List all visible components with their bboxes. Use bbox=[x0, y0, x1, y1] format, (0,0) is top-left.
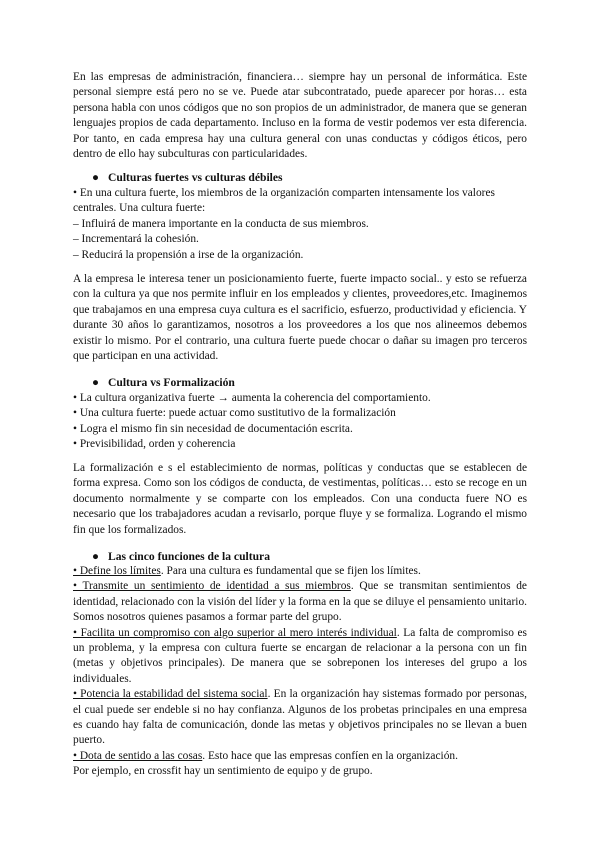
section-title: Culturas fuertes vs culturas débiles bbox=[108, 171, 283, 184]
section-heading-cultures bbox=[92, 170, 283, 185]
function-text: . Esto hace que las empresas confíen en la organización. bbox=[202, 749, 458, 762]
function-text: . La falta de compromiso es un problema, y la empresa con cultura fuerte se encargan de relacionar a la persona con un fin (metas y objetivos principales). De manera que se sobreponen los intereses del grupo a los individuales. bbox=[73, 626, 527, 685]
function-title: • Potencia la estabilidad del sistema social bbox=[73, 688, 268, 701]
closing-line: Por ejemplo, en crossfit hay un sentimiento de equipo y de grupo. bbox=[73, 765, 373, 778]
section-functions-list bbox=[73, 564, 527, 780]
bullet-icon: ● bbox=[92, 550, 100, 563]
list-line: • Una cultura fuerte: puede actuar como sustitutivo de la formalización bbox=[73, 407, 396, 420]
section-heading-formalization bbox=[92, 375, 235, 390]
section-formalization-list bbox=[73, 391, 527, 453]
function-item bbox=[73, 626, 527, 688]
function-item bbox=[73, 687, 527, 749]
section-title: Las cinco funciones de la cultura bbox=[108, 550, 270, 563]
bullet-icon: ● bbox=[92, 171, 100, 184]
function-text: . Que se transmitan sentimientos de identidad, relacionado con la visión del líder y la forma en la que se diluye el pensamiento unitario. Somos nosotros quienes pasamos a formar parte del grupo. bbox=[73, 580, 527, 624]
section-heading-functions bbox=[92, 549, 270, 564]
list-line: centrales. Una cultura fuerte: bbox=[73, 202, 206, 215]
function-title: • Facilita un compromiso con algo superior al mero interés individual bbox=[73, 626, 397, 639]
list-line: • En una cultura fuerte, los miembros de la organización comparten intensamente los valores bbox=[73, 187, 495, 199]
function-title: • Define los límites bbox=[73, 565, 161, 577]
function-title: • Transmite un sentimiento de identidad a sus miembros bbox=[73, 580, 351, 593]
bullet-icon: ● bbox=[92, 376, 100, 389]
function-title: • Dota de sentido a las cosas bbox=[73, 749, 203, 762]
paragraph-positioning bbox=[73, 272, 527, 364]
intro-text: En las empresas de administración, financiera… siempre hay un personal de informática. Este personal siempre está pero no se ve. Puede atar subcontratado, puede aparecer por horas… esta persona habla con unos códigos que no son propios de un administrador, de manera que se generan lenguajes propios de cada departamento. Incluso en la forma de vestir podemos ver esta diferencia. Por tanto, en cada empresa hay una cultura general con unas conductas y códigos éticos, pero dentro de ello hay subculturas con particularidades. bbox=[73, 71, 527, 161]
list-line: – Incrementará la cohesión. bbox=[73, 233, 199, 246]
paragraph-text: A la empresa le interesa tener un posicionamiento fuerte, fuerte impacto social.. y esto se refuerza con la cultura ya que nos permite influir en los empleados y clientes, proveedores,etc. Imaginemos que trabajamos en una empresa cuya cultura es el sacrificio, esfuerzo, productividad y eficiencia. Y durante 30 años lo garantizamos, nosotros a los proveedores a los que nos alineemos debemos existir lo mismo. Por el contrario, una cultura fuerte puede chocar o dañar su imagen pro terceros que participan en una actividad. bbox=[73, 273, 527, 363]
list-line: • Logra el mismo fin sin necesidad de documentación escrita. bbox=[73, 422, 353, 435]
function-text: . Para una cultura es fundamental que se fijen los límites. bbox=[160, 565, 421, 577]
function-item bbox=[73, 749, 527, 764]
function-item bbox=[73, 564, 527, 579]
function-item bbox=[73, 579, 527, 625]
list-line: – Reducirá la propensión a irse de la organización. bbox=[73, 248, 304, 261]
intro-paragraph bbox=[73, 70, 527, 162]
list-line: – Influirá de manera importante en la conducta de sus miembros. bbox=[73, 217, 369, 230]
paragraph-text: La formalización e s el establecimiento de normas, políticas y conductas que se establecen de forma expresa. Como son los códigos de conducta, de vestimentas, políticas… esto se recoge en un documento normalmente y se comparte con los empleados. Con una conducta fuere NO es necesario que los trabajadores acudan a revisarlo, porque fluye y se formaliza. Logrando el mismo fin que los formalizados. bbox=[73, 462, 527, 536]
function-text: . En la organización hay sistemas formado por personas, el cual puede ser endeble si no hay confianza. Algunos de los probetas principales en una empresa es cuando hay falta de comunicación, donde las metas y objetivos principales no se llevan a buen puerto. bbox=[73, 688, 528, 747]
list-line: • Previsibilidad, orden y coherencia bbox=[73, 438, 236, 451]
list-line: • La cultura organizativa fuerte → aumenta la coherencia del comportamiento. bbox=[73, 392, 431, 404]
section-cultures-list bbox=[73, 186, 527, 263]
paragraph-formalization bbox=[73, 461, 527, 538]
section-title: Cultura vs Formalización bbox=[108, 376, 235, 389]
